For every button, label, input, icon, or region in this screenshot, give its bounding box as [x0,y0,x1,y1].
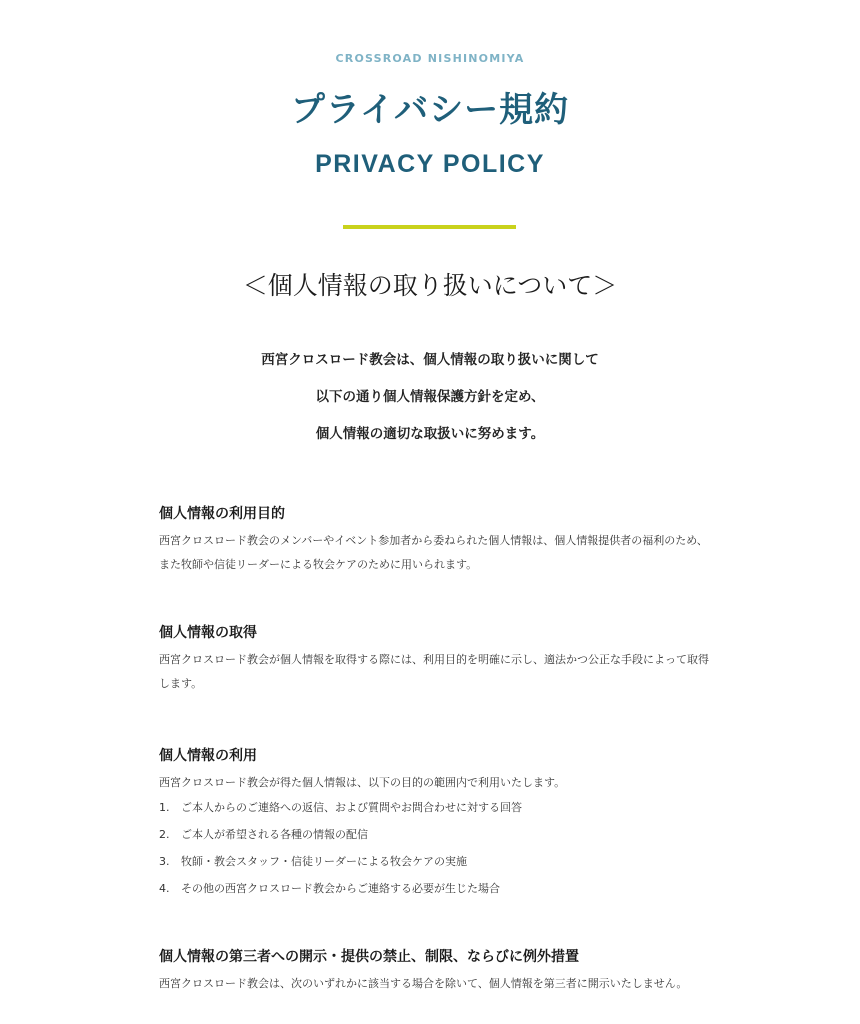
list-item-text: ご本人が希望される各種の情報の配信 [181,828,368,841]
section-third-party [159,946,709,996]
list-item [159,797,709,824]
list-item [159,824,709,851]
intro-line: 個人情報の適切な取扱いに努めます。 [315,426,545,442]
section-third-party-heading: 個人情報の第三者への開示・提供の禁止、制限、ならびに例外措置 [159,949,579,965]
list-item-number: 3. [159,855,170,868]
list-item-text: 牧師・教会スタッフ・信徒リーダーによる牧会ケアの実施 [181,855,467,868]
list-item-number: 2. [159,828,170,841]
section-acquisition-body: 西宮クロスロード教会が個人情報を取得する際には、利用目的を明確に示し、適法かつ公正な手段によって取得します。 [159,653,709,690]
section-acquisition-heading: 個人情報の取得 [159,625,257,641]
page-title-japanese: プライバシー規約 [290,90,570,130]
list-item-number: 4. [159,882,170,895]
intro-statement [0,345,860,456]
section-purpose [159,503,709,577]
section-acquisition [159,622,709,696]
page-title-english: PRIVACY POLICY [315,150,545,178]
accent-divider [343,225,516,229]
section-purpose-body: 西宮クロスロード教会のメンバーやイベント参加者から委ねられた個人情報は、個人情報提供者の福利のため、また牧師や信徒リーダーによる牧会ケアのために用いられます。 [159,534,708,571]
section-heading: ＜個人情報の取り扱いについて＞ [242,271,618,300]
list-item-text: ご本人からのご連絡への返信、および質問やお問合わせに対する回答 [181,801,522,814]
section-usage-heading: 個人情報の利用 [159,748,257,764]
list-item-number: 1. [159,801,170,814]
intro-line: 以下の通り個人情報保護方針を定め、 [315,389,545,405]
usage-list [159,797,709,905]
intro-line: 西宮クロスロード教会は、個人情報の取り扱いに関して [261,352,599,368]
list-item [159,851,709,878]
section-usage-body: 西宮クロスロード教会が得た個人情報は、以下の目的の範囲内で利用いたします。 [159,776,566,789]
section-usage [159,745,709,905]
brand-label: CROSSROAD NISHINOMIYA [335,52,525,65]
section-third-party-body: 西宮クロスロード教会は、次のいずれかに該当する場合を除いて、個人情報を第三者に開示いたしません。 [159,977,688,990]
list-item [159,878,709,905]
list-item-text: その他の西宮クロスロード教会からご連絡する必要が生じた場合 [181,882,500,895]
section-purpose-heading: 個人情報の利用目的 [159,506,285,522]
